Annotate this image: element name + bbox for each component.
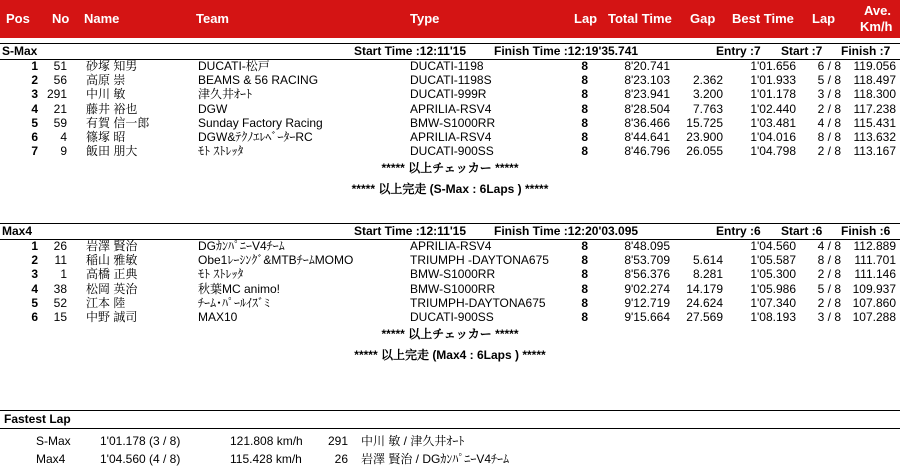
cell-gap: 2.362 [692, 73, 723, 88]
col-name: Name [84, 11, 120, 26]
fl-class: S-Max [36, 434, 71, 448]
cell-gap: 26.055 [686, 144, 723, 159]
cell-pos: 4 [31, 281, 38, 296]
cell-lap: 8 [581, 130, 588, 144]
cell-gap: 3.200 [692, 87, 723, 102]
cell-best: 1'02.440 [750, 101, 796, 116]
cell-lap: 8 [581, 267, 588, 282]
cell-pos: 6 [31, 310, 38, 324]
cell-total: 8'36.466 [624, 115, 670, 130]
cell-ave: 107.860 [852, 295, 896, 310]
cell-pos: 5 [31, 115, 38, 130]
finish-time: Finish Time :12:20'03.095 [494, 224, 639, 238]
cell-pos: 4 [31, 101, 38, 116]
cell-best-lap: 4 / 8 [817, 239, 841, 253]
col-ave-2: Km/h [860, 19, 893, 34]
class-bar [0, 43, 900, 60]
fl-rider: 中川 敏 / 津久井ｵｰﾄ [361, 434, 465, 448]
cell-name: 江本 陸 [86, 295, 126, 310]
cell-ave: 118.300 [853, 87, 896, 102]
cell-no: 291 [46, 87, 67, 102]
cell-best-lap: 2 / 8 [817, 101, 841, 116]
cell-ave: 117.238 [853, 101, 896, 116]
cell-type: TRIUMPH-DAYTONA675 [410, 295, 546, 310]
cell-type: DUCATI-900SS [410, 144, 494, 159]
cell-name: 松岡 英治 [86, 281, 138, 296]
table-row [0, 282, 900, 297]
cell-type: APRILIA-RSV4 [410, 130, 492, 144]
cell-name: 藤井 裕也 [86, 101, 138, 116]
cell-total: 8'23.941 [624, 87, 670, 102]
cell-team: DGｶﾝﾊﾟﾆｰV4ﾁｰﾑ [198, 239, 285, 253]
cell-team: Obe1ﾚｰｼﾝｸﾞ&MTBﾁｰﾑMOMO [198, 253, 354, 268]
cell-best: 1'03.481 [750, 115, 796, 130]
cell-no: 52 [53, 295, 67, 310]
cell-best: 1'01.933 [750, 73, 796, 88]
cell-lap: 8 [581, 101, 588, 116]
cell-best: 1'01.656 [750, 59, 796, 73]
finish-count: Finish :7 [841, 44, 891, 58]
cell-best-lap: 2 / 8 [817, 295, 841, 310]
cell-name: 中野 誠司 [86, 310, 138, 324]
cell-lap: 8 [581, 59, 588, 73]
cell-gap: 5.614 [692, 253, 723, 268]
cell-total: 9'15.664 [624, 310, 670, 324]
cell-best-lap: 5 / 8 [817, 281, 841, 296]
cell-name: 飯田 朋大 [86, 144, 138, 159]
col-no: No [52, 11, 70, 26]
cell-best: 1'07.340 [750, 295, 796, 310]
cell-team: ﾁｰﾑ･ﾊﾟｰﾙｲｽﾞﾐ [198, 295, 271, 310]
cell-best: 1'05.300 [750, 267, 796, 282]
cell-name: 中川 敏 [86, 87, 126, 102]
cell-no: 56 [53, 73, 67, 88]
class-bar [0, 223, 900, 240]
cell-ave: 107.288 [852, 310, 896, 324]
cell-ave: 118.497 [853, 73, 896, 88]
table-row [0, 130, 900, 145]
cell-ave: 113.632 [853, 130, 896, 144]
cell-name: 有賀 信一郎 [86, 115, 150, 130]
col-best-time: Best Time [732, 11, 794, 26]
cell-pos: 1 [31, 239, 38, 253]
cell-ave: 115.431 [853, 115, 896, 130]
fastest-lap-title: Fastest Lap [4, 412, 71, 426]
cell-type: TRIUMPH -DAYTONA675 [410, 253, 549, 268]
fl-time: 1'04.560 (4 / 8) [100, 452, 181, 466]
cell-name: 岩澤 賢治 [86, 239, 138, 253]
fastest-lap-bar [0, 410, 900, 429]
cell-best: 1'04.560 [750, 239, 796, 253]
complete-note: ***** 以上完走 (S-Max : 6Laps ) ***** [351, 182, 549, 197]
table-row [0, 296, 900, 311]
finish-time: Finish Time :12:19'35.741 [494, 44, 639, 58]
cell-lap: 8 [581, 253, 588, 268]
table-row [0, 253, 900, 268]
cell-type: DUCATI-900SS [410, 310, 494, 324]
cell-team: DGW&ﾃｸﾉｴﾚﾍﾞｰﾀｰRC [198, 130, 313, 144]
cell-lap: 8 [581, 239, 588, 253]
col-ave-1: Ave. [864, 3, 891, 18]
cell-type: BMW-S1000RR [410, 281, 496, 296]
cell-team: DGW [198, 101, 228, 116]
complete-note: ***** 以上完走 (Max4 : 6Laps ) ***** [354, 348, 546, 363]
col-pos: Pos [6, 11, 30, 26]
table-row [0, 267, 900, 282]
cell-team: ﾓﾄ ｽﾄﾚｯﾀ [198, 144, 244, 159]
cell-total: 8'53.709 [624, 253, 670, 268]
cell-team: DUCATI-松戸 [198, 59, 270, 73]
cell-pos: 5 [31, 295, 38, 310]
cell-total: 9'02.274 [624, 281, 670, 296]
cell-ave: 119.056 [853, 59, 896, 73]
start-count: Start :6 [781, 224, 823, 238]
cell-no: 38 [53, 281, 67, 296]
cell-no: 59 [53, 115, 67, 130]
cell-name: 高橋 正典 [86, 267, 138, 282]
cell-best-lap: 3 / 8 [817, 87, 841, 102]
cell-team: 津久井ｵｰﾄ [198, 87, 253, 102]
cell-lap: 8 [581, 310, 588, 324]
class-name: S-Max [2, 44, 38, 58]
cell-gap: 23.900 [686, 130, 723, 144]
col-gap: Gap [690, 11, 716, 26]
cell-pos: 6 [31, 130, 38, 144]
cell-total: 8'56.376 [624, 267, 670, 282]
cell-pos: 7 [31, 144, 38, 159]
cell-type: DUCATI-999R [410, 87, 487, 102]
cell-best-lap: 4 / 8 [817, 115, 841, 130]
fastest-lap-row [0, 434, 900, 449]
cell-best: 1'04.798 [750, 144, 796, 159]
cell-no: 21 [53, 101, 67, 116]
cell-type: DUCATI-1198S [410, 73, 492, 88]
cell-lap: 8 [581, 295, 588, 310]
cell-best: 1'04.016 [750, 130, 796, 144]
cell-gap: 15.725 [686, 115, 723, 130]
start-time: Start Time :12:11'15 [354, 44, 467, 58]
cell-total: 8'20.741 [624, 59, 670, 73]
table-row [0, 144, 900, 159]
cell-total: 8'23.103 [624, 73, 670, 88]
cell-best-lap: 2 / 8 [817, 267, 841, 282]
cell-total: 8'46.796 [624, 144, 670, 159]
fl-rider: 岩澤 賢治 / DGｶﾝﾊﾟﾆｰV4ﾁｰﾑ [361, 452, 510, 466]
finish-count: Finish :6 [841, 224, 891, 238]
fl-speed: 115.428 km/h [230, 452, 302, 466]
fl-speed: 121.808 km/h [230, 434, 303, 448]
col-best-lap: Lap [812, 11, 836, 26]
cell-total: 9'12.719 [624, 295, 670, 310]
cell-no: 11 [54, 253, 67, 268]
cell-name: 砂塚 知男 [86, 59, 138, 73]
cell-best-lap: 5 / 8 [817, 73, 841, 88]
cell-type: BMW-S1000RR [410, 115, 496, 130]
cell-no: 1 [60, 267, 67, 282]
table-row [0, 102, 900, 117]
cell-best-lap: 3 / 8 [817, 310, 841, 324]
cell-no: 4 [60, 130, 67, 144]
cell-lap: 8 [581, 115, 588, 130]
cell-no: 26 [53, 239, 67, 253]
cell-type: DUCATI-1198 [410, 59, 484, 73]
cell-lap: 8 [581, 87, 588, 102]
col-type: Type [410, 11, 440, 26]
cell-name: 篠塚 昭 [86, 130, 126, 144]
cell-pos: 3 [31, 267, 38, 282]
cell-team: MAX10 [198, 310, 238, 324]
cell-pos: 2 [31, 253, 38, 268]
cell-best-lap: 6 / 8 [817, 59, 841, 73]
cell-total: 8'44.641 [624, 130, 670, 144]
cell-best: 1'05.587 [750, 253, 796, 268]
cell-name: 高原 崇 [86, 73, 126, 88]
table-row [0, 310, 900, 325]
cell-lap: 8 [581, 281, 588, 296]
cell-team: 秋葉MC animo! [198, 281, 281, 296]
fl-no: 26 [334, 452, 348, 466]
cell-no: 51 [53, 59, 67, 73]
results-header [0, 0, 900, 38]
start-time: Start Time :12:11'15 [354, 224, 467, 238]
cell-pos: 3 [31, 87, 38, 102]
cell-best-lap: 8 / 8 [817, 130, 841, 144]
cell-team: ﾓﾄ ｽﾄﾚｯﾀ [198, 267, 244, 282]
table-row [0, 116, 900, 131]
cell-best-lap: 2 / 8 [817, 144, 841, 159]
cell-name: 稲山 雅敏 [86, 253, 138, 268]
cell-lap: 8 [581, 144, 588, 159]
cell-gap: 7.763 [692, 101, 723, 116]
checker-note: ***** 以上チェッカー ***** [381, 161, 519, 176]
fl-class: Max4 [36, 452, 66, 466]
cell-ave: 111.146 [854, 267, 896, 282]
fl-no: 291 [327, 434, 348, 448]
cell-total: 8'28.504 [624, 101, 670, 116]
cell-best: 1'01.178 [750, 87, 796, 102]
cell-ave: 111.701 [854, 253, 896, 268]
cell-best-lap: 8 / 8 [817, 253, 841, 268]
cell-best: 1'08.193 [750, 310, 796, 324]
cell-type: APRILIA-RSV4 [410, 239, 492, 253]
cell-gap: 27.569 [686, 310, 723, 324]
fastest-lap-row [0, 452, 900, 467]
cell-no: 15 [53, 310, 67, 324]
cell-type: BMW-S1000RR [410, 267, 496, 282]
col-lap: Lap [574, 11, 598, 26]
fl-time: 1'01.178 (3 / 8) [100, 434, 181, 448]
col-team: Team [196, 11, 229, 26]
table-row [0, 73, 900, 88]
cell-gap: 24.624 [686, 295, 723, 310]
cell-type: APRILIA-RSV4 [410, 101, 492, 116]
entry-count: Entry :6 [716, 224, 761, 238]
table-row [0, 59, 900, 74]
cell-total: 8'48.095 [624, 239, 670, 253]
checker-note: ***** 以上チェッカー ***** [381, 327, 519, 342]
cell-pos: 2 [31, 73, 38, 88]
cell-gap: 8.281 [692, 267, 723, 282]
entry-count: Entry :7 [716, 44, 761, 58]
table-row [0, 239, 900, 254]
cell-team: Sunday Factory Racing [198, 115, 323, 130]
cell-best: 1'05.986 [750, 281, 796, 296]
table-row [0, 87, 900, 102]
cell-ave: 109.937 [852, 281, 896, 296]
col-total-time: Total Time [608, 11, 672, 26]
start-count: Start :7 [781, 44, 823, 58]
cell-lap: 8 [581, 73, 588, 88]
cell-no: 9 [60, 144, 67, 159]
cell-team: BEAMS & 56 RACING [198, 73, 319, 88]
cell-ave: 113.167 [853, 144, 896, 159]
class-name: Max4 [2, 224, 33, 238]
cell-ave: 112.889 [853, 239, 896, 253]
cell-gap: 14.179 [686, 281, 723, 296]
cell-pos: 1 [31, 59, 38, 73]
